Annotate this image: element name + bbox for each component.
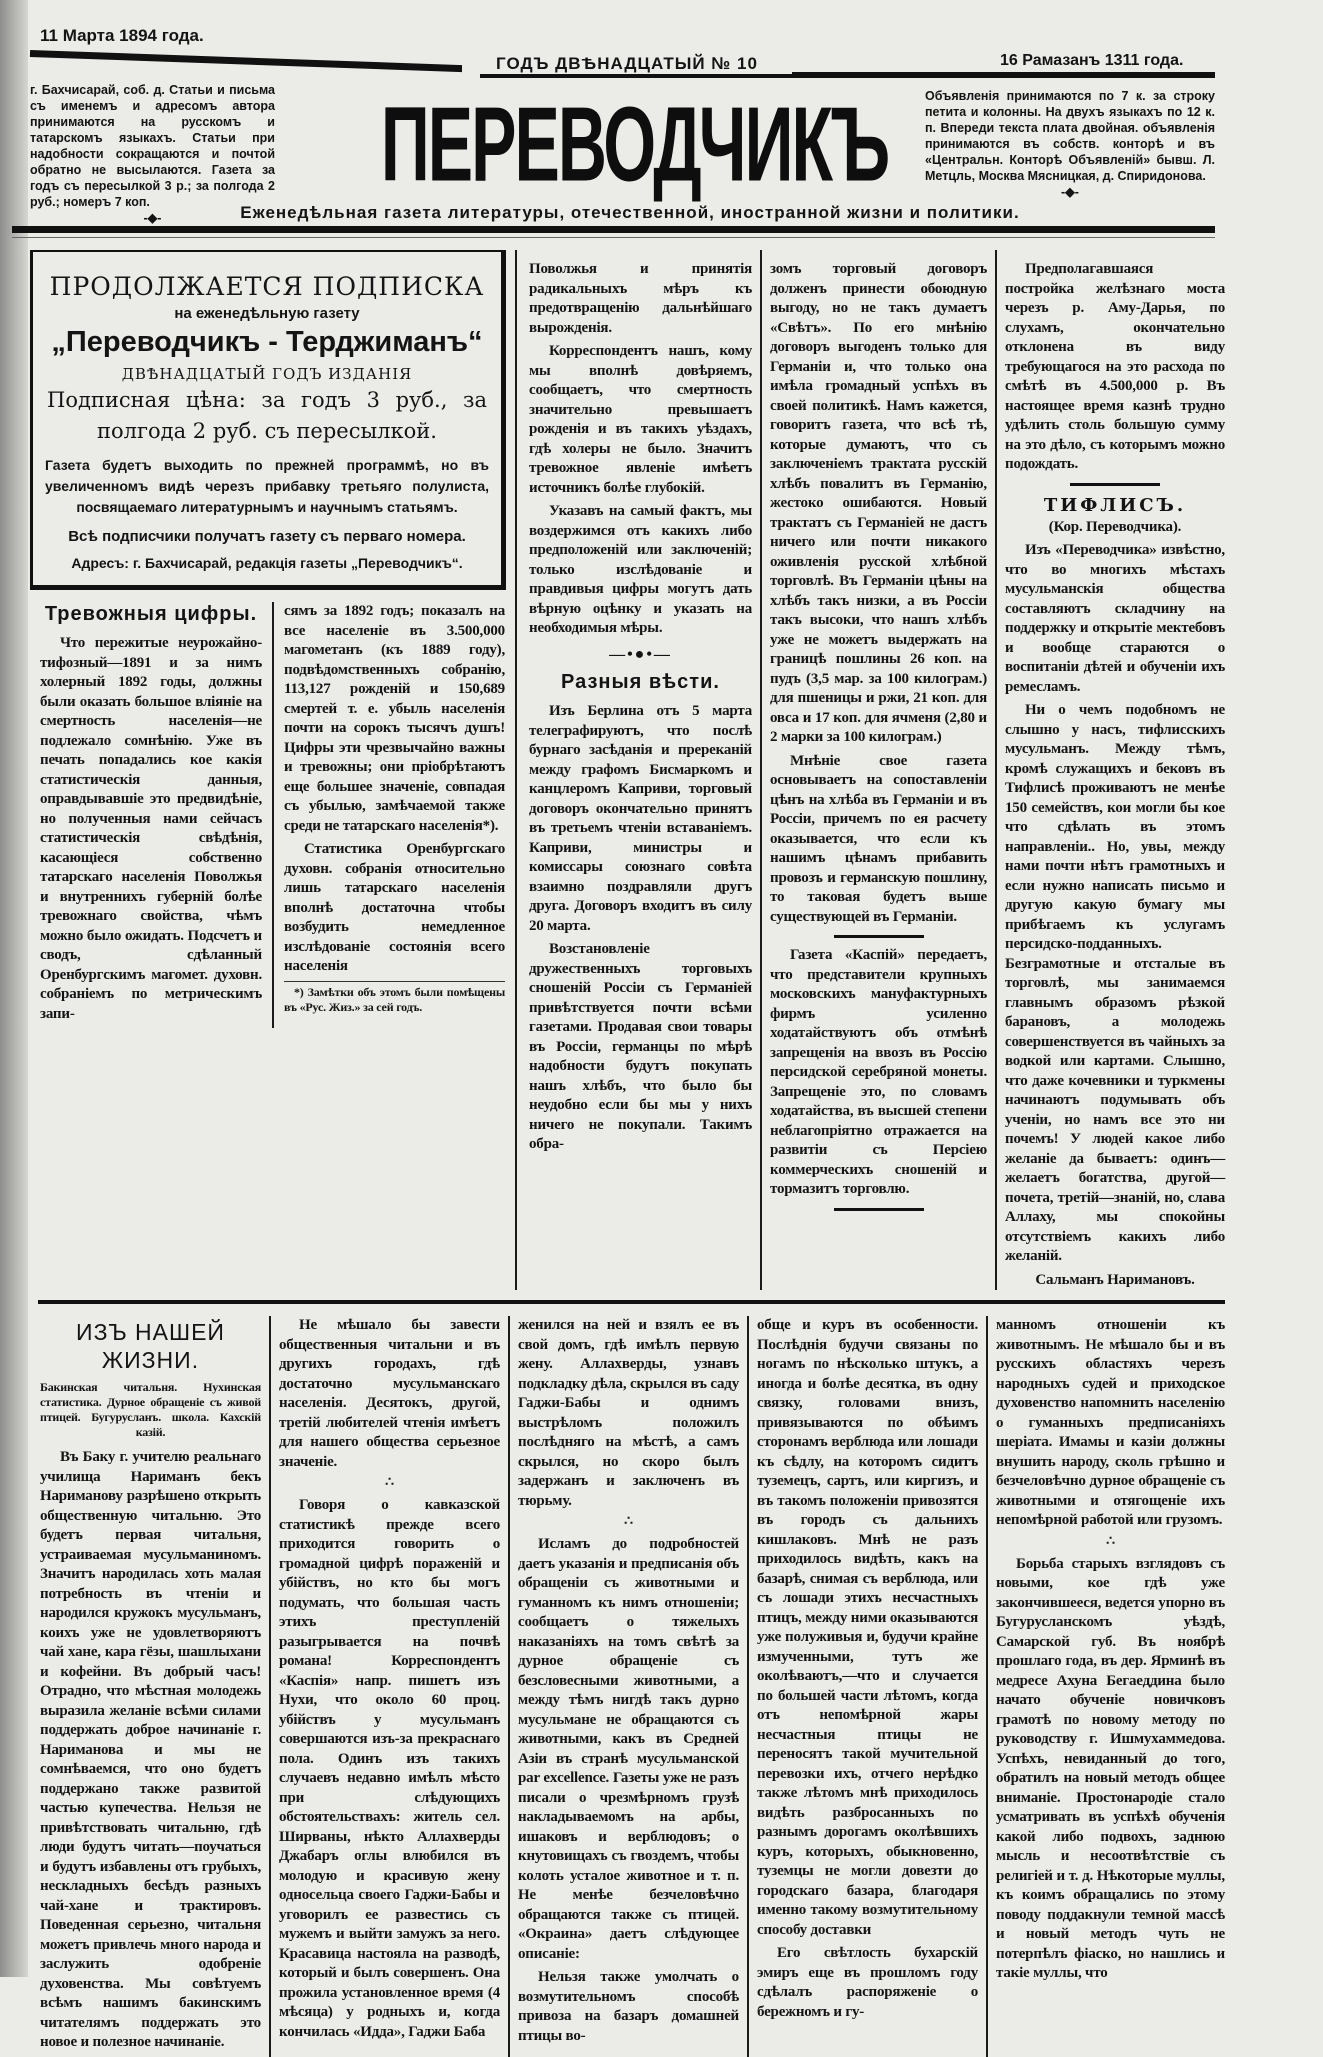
- subscription-note: Всѣ подписчики получатъ газету съ перваго номера.: [68, 528, 466, 545]
- article-paragraph: Говоря о кавказской статистикѣ прежде всего приходится говорить о громадной цифрѣ пораженій и убійствъ, но кто бы могъ подумать, что большая часть этихъ преступленій разыгрывается на почвѣ романа! Корреспондентъ «Каспія» напр. пишетъ изъ Нухи, что около 60 проц. убійствъ у мусульманъ совершаются изъ-за прекраснаго пола. Одинъ изъ такихъ случаевъ недавно имѣлъ мѣсто при слѣдующихъ обстоятельствахъ: житель сел. Ширваны, нѣкто Аллахверды Джабаръ оглы влюбился въ молодую и красивую жену односельца своего Гаджи-Бабы и уговорилъ ее развестись съ мужемъ и выйти замужъ за него. Красавица настояла на разводѣ, который и былъ совершенъ. Она прожила установленное время (4 мѣсяца) у родныхъ и, когда кончилась «Идда», Гаджи Баба: [279, 1497, 500, 2040]
- article-paragraph: Исламъ до подробностей даетъ указанія и предписанія объ обращеніи съ животными и гуманномъ къ нимъ отношеніи; сообщаетъ о тяжелыхъ наказаніяхъ на томъ свѣтѣ за дурное обращеніе съ безсловесными животными, а между тѣмъ нигдѣ такъ дурно мусульмане не обращаются съ животными, какъ въ Средней Азіи въ странѣ мусульманской par excellence. Газеты уже не разъ писали о чрезмѣрномъ грузѣ накладываемомъ на арбы, ишаковъ и верблюдовъ; о кнутовищахъ съ гвоздемъ, чтобы колоть усталое животное и т. п. Не менѣе безчеловѣчно обращаются также съ птицей. «Окраина» даетъ слѣдующее описаніе:: [518, 1536, 739, 1962]
- subscription-heading: ПРОДОЛЖАЕТСЯ ПОДПИСКА: [49, 272, 485, 301]
- subscription-body: Газета будетъ выходить по прежней программѣ, но въ увеличенномъ видѣ черезъ прибавку третьяго полулиста, посвящаемаго литературнымъ и научнымъ статьямъ.: [45, 457, 489, 515]
- dots-separator: ∴: [385, 1475, 394, 1490]
- signature: Сальманъ Наримановъ.: [1035, 1271, 1195, 1288]
- divider: [834, 1208, 924, 1211]
- newspaper-title: ПЕРЕВОДЧИКЪ: [380, 86, 889, 204]
- column-1-middle: [30, 602, 272, 1028]
- article-paragraph: зомъ торговый договоръ долженъ принести обоюдную выгоду, но не такъ думаетъ «Свѣтъ». По его мнѣнію договоръ выгоденъ только для Германіи и, что только она имѣла громадный успѣхъ въ своей политикѣ. Намъ кажется, говоритъ газета, что всѣ тѣ, которые думаютъ, что съ заключеніемъ трактата русскій хлѣбъ повалитъ въ Германію, жестоко ошибаются. Новый трактатъ съ Германіей не дастъ ничего или почти никакого оживленія русской хлѣбной торговлѣ. Въ Германіи цѣны на хлѣбъ такъ низки, а въ Россіи такъ высоки, что нашъ хлѣбъ уже не можетъ выдержать на границѣ пошлины 26 коп. на пудъ (3,5 мар. за 100 килограм.) для пшеницы и ржи, 21 коп. для овса и 17 коп. для ячменя (2,80 и 2 марки за 100 килограм.): [770, 261, 987, 745]
- middle-columns: [30, 602, 515, 1028]
- article-paragraph: Статистика Оренбургскаго духовн. собранія относительно лишь татарскаго населенія вполнѣ достаточна чтобы возбудить немедленное изслѣдованіе состоянія всего населенія: [284, 841, 505, 974]
- article-paragraph: Нельзя также умолчать о возмутительномъ способѣ привоза на базаръ домашней птицы во-: [518, 1969, 739, 2044]
- section-summary: Бакинская читальня. Нухинская статистика. Дурное обращеніе съ живой птицей. Бугурусланъ. школа. Кахскій казій.: [40, 1380, 261, 1439]
- editorial-info-text: г. Бахчисарай, соб. д. Статьи и письма съ именемъ и адресомъ автора принимаются на русскомъ и татарскомъ языкахъ. Статьи при надобности сокращаются и почтой обратно не высылаются. Газета за годъ съ пересылкой 3 р.; за полгода 2 руб.; номеръ 7 коп.: [30, 83, 275, 209]
- article-paragraph: Ни о чемъ подобномъ не слышно у насъ, тифлисскихъ мусульманъ. Между тѣмъ, кромѣ служащихъ и бековъ въ Тифлисѣ проживаютъ не менѣе 150 семействъ, кои могли бы кое что сдѣлать въ этомъ направленіи.. Но, увы, между нами почти нѣтъ грамотныхъ и если нужно написать письмо и другую какую бумагу мы прибѣгаемъ къ услугамъ персидско-подданныхъ. Безграмотные и отсталые въ торговлѣ, мы занимаемся главнымъ образомъ рѣзкой барановъ, а молодежь совершенствуется въ чайныхъ за водкой или картами. Слышно, что даже кочевники и туркмены начинаютъ подумывать объ ученіи, но намъ все это ни почемъ! У людей какое либо желаніе да бываетъ: одинъ—желаетъ богатства, другой—почета, третій—знаній, но, слава Аллаху, мы спокойны отсутствіемъ какихъ либо желаній.: [1005, 702, 1225, 1264]
- newspaper-subtitle: Еженедѣльная газета литературы, отечественной, иностранной жизни и политики.: [240, 203, 1020, 222]
- subscription-price: Подписная цѣна: за годъ 3 руб., за полгода 2 руб. съ пересылкой.: [47, 388, 487, 443]
- subscription-address: Адресъ: г. Бахчисарай, редакція газеты „Переводчикъ“.: [71, 555, 463, 571]
- article-paragraph: Борьба старыхъ взглядовъ съ новыми, кое гдѣ уже закончившееся, ведется упорно въ Бугурусланскомъ уѣздѣ, Самарской губ. Въ ноябрѣ прошлаго года, въ дер. Ярминѣ въ медресе Ахуна Бегаеддина было начато обученіе новичковъ грамотѣ по новому методу по руководству г. Ишмухаммедова. Успѣхъ, невиданный до того, обратилъ на новый методъ общее вниманіе. Простонародіе стало усматривать въ успѣхѣ обученія какой либо подвохъ, заднюю мысль и несоотвѣтствіе съ религіей и т. д. Нѣкоторые муллы, къ коимъ обращались по этому поводу поддакнули темной массѣ и новый методъ чуть не потерпѣлъ фіаско, но нашлись и такіе муллы, что: [996, 1555, 1225, 1981]
- subscription-subheading: на еженедѣльную газету: [174, 305, 360, 322]
- byline: (Кор. Переводчика).: [1048, 518, 1182, 535]
- ornament: -◆-: [1061, 185, 1079, 199]
- section-heading-tiflis: ТИФЛИСЪ.: [1043, 494, 1187, 516]
- article-paragraph: Предполагавшаяся постройка желѣзнаго моста черезъ р. Аму-Дарья, по слухамъ, окончательно отклонена въ виду требующагося на это расхода по смѣтѣ въ 4.500,000 р. Въ настоящее время казнѣ трудно удѣлить столь большую сумму на это дѣло, съ которымъ можно подождать.: [1005, 261, 1225, 472]
- dots-separator: ∴: [1106, 1533, 1115, 1549]
- column-3-bottom: [508, 1316, 747, 2057]
- column-5-bottom: [986, 1316, 1225, 2057]
- column-1-bottom: [30, 1316, 269, 2057]
- article-paragraph: Поволжья и принятія радикальныхъ мѣръ къ предотвращенію дальнѣйшаго вырожденія.: [529, 261, 752, 336]
- divider: [1070, 483, 1160, 486]
- advertising-info-text: Объявленія принимаются по 7 к. за строку петита и колонны. На двухъ языкахъ по 12 к. п. Впереди текста плата двойная. объявленія принимаются въ собств. конторѣ и въ «Центральн. Конторѣ Объявленій» бывш. Л. Метцль, Москва Мясницкая, д. Спиридонова.: [925, 89, 1215, 183]
- article-paragraph: Мнѣніе свое газета основываетъ на сопоставленіи цѣнъ на хлѣба въ Германіи и въ Россіи, причемъ по ея расчету оказывается, что если къ нашимъ цѣнамъ прибавить провозъ и германскую пошлину, то таковая будетъ выше существующей въ Германіи.: [770, 752, 987, 925]
- gregorian-date: 11 Марта 1894 года.: [40, 26, 204, 45]
- masthead-rule: [12, 226, 1215, 233]
- article-paragraph: Не мѣшало бы завести общественныя читальни и въ другихъ городахъ, гдѣ достаточно мусульманскаго населенія. Десятокъ, другой, третій любителей чтенія имѣетъ для нашего общества серьезное значеніе.: [279, 1317, 500, 1470]
- article-paragraph: сямъ за 1892 годъ; показалъ на все населеніе въ 3.500,000 магометанъ (къ 1889 году), подвѣдомственныхъ собранію, 113,127 рожденій и 150,689 смертей т. е. убыль населенія почти на сорокъ тысячъ душъ! Цифры эти чрезвычайно важны и тревожны; они пріобрѣтаютъ еще большее значеніе, совпадая съ убылью, замѣчаемой также среди не татарскаго населенія*).: [284, 603, 505, 834]
- left-block: [30, 250, 515, 1290]
- divider: [834, 935, 924, 938]
- article-paragraph: Въ Баку г. учителю реальнаго училища Нариманъ бекъ Нариманову разрѣшено открыть общественную читальню. Это будетъ первая читальня, устраиваемая мусульманиномъ. Значитъ народилась хоть малая потребность въ чтеніи и народился кружокъ мусульманъ, коихъ уже не удовлетворяютъ чай хане, кара гёзы, шашлыхани и кофейни. Въ добрый часъ! Отрадно, что мѣстная молодежь выразила желаніе всѣми силами поддержать доброе начинаніе г. Нариманова и мы не сомнѣваемся, что оно будетъ поддержано также развитой частью купечества. Нельзя не привѣтствовать читальню, гдѣ люди будутъ читать—поучаться и будутъ избавлены отъ грубыхъ, нескладныхъ бесѣдъ разныхъ чай-хане и трактировъ. Поведенная серьезно, читальня можетъ привлечь много народа и заслужить одобреніе духовенства. Мы совѣтуемъ всѣмъ нашимъ бакинскимъ читателямъ поддержать это новое и полезное начинаніе.: [40, 1449, 261, 2050]
- article-paragraph: Изъ «Переводчика» извѣстно, что во многихъ мѣстахъ мусульманскія общества составляютъ складчину на поддержку и открытіе мектебовъ и вообще стараются о воспитаніи дѣтей и обученіи ихъ ремесламъ.: [1005, 542, 1225, 695]
- article-paragraph: Что пережитые неурожайно-тифозный—1891 и за нимъ холерный 1892 годы, должны были оказать большое вліяніе на смертность населенія—не подлежало сомнѣнію. Уже въ печать попадались кое какія статистическія данныя, оправдывавшіе это предвидѣніе, но полученныя нами сейчасъ статистическія свѣдѣнія, касающіеся собственно татарскаго населенія Поволжья и внутреннихъ губерній болѣе тревожнаго свойства, чѣмъ можно было ожидать. Подсчетъ и сводъ, сдѣланный Оренбургскимъ магомет. духовн. собраніемъ по метрическимъ запи-: [40, 635, 262, 1022]
- article-paragraph: Указавъ на самый фактъ, мы воздержимся отъ какихъ либо предположеній или заключеній; только изслѣдованіе и правдивыя цифры могутъ дать вѣрную оцѣнку и указать на необходимыя мѣры.: [529, 503, 752, 636]
- column-5: [995, 250, 1225, 1290]
- bottom-section: [30, 1316, 1225, 2057]
- dots-separator: ∴: [624, 1514, 633, 1529]
- page-content: [30, 250, 1225, 2057]
- subscription-notice: [30, 250, 506, 590]
- article-paragraph: Газета «Каспій» передаетъ, что представители крупныхъ московскихъ мануфактурныхъ фирмъ усиленно ходатайствуютъ объ отмѣнѣ запрещенія на ввозъ въ Россію персидской серебряной монеты. Запрещеніе это, по словамъ ходатайства, въ высшей степени неблагопріятно отражается на развитіи съ Персіею коммерческихъ сношеній и тормазитъ торговлю.: [770, 947, 987, 1197]
- article-paragraph: Возстановленіе дружественныхъ торговыхъ сношеній Россіи съ Германіей привѣтствуется почти всѣми газетами. Продавая свои товары въ Россіи, германцы по мѣрѣ надобности будутъ покупать нашъ хлѣбъ, что было бы неудобно если бы мы у нихъ ничего не покупали. Такимъ обра-: [529, 941, 752, 1152]
- section-heading-our-life: ИЗЪ НАШЕЙ ЖИЗНИ.: [76, 1319, 225, 1373]
- ornament: -◆-: [143, 211, 162, 225]
- section-heading-alarming: Тревожныя цифры.: [44, 603, 258, 625]
- column-2-bottom: [269, 1316, 508, 2057]
- footnote: *) Замѣтки объ этомъ были помѣщены въ «Рус. Жиз.» за сей годъ.: [284, 981, 505, 1015]
- column-4: [760, 250, 995, 1290]
- advertising-info: [925, 88, 1215, 200]
- article-paragraph: манномъ отношеніи къ животнымъ. Не мѣшало бы и въ русскихъ областяхъ черезъ народныхъ судей и приходское духовенство напомнить населенію о гуманныхъ предписаніяхъ шеріата. Имамы и казіи должны внушить народу, сколь грѣшно и безчеловѣчно дурное обращеніе съ животными и отягощеніе ихъ непомѣрной работой или грузомъ.: [996, 1317, 1225, 1528]
- issue-line: ГОДЪ ДВѢНАДЦАТЫЙ № 10: [462, 54, 792, 74]
- article-paragraph: Изъ Берлина отъ 5 марта телеграфируютъ, что послѣ бурнаго засѣданія и пререканій между графомъ Бисмаркомъ и канцлеромъ Каприви, торговый договоръ окончательно принятъ въ третьемъ чтеніи вставаніемъ. Каприви, министры и комиссары союзнаго совѣта взаимно поздравляли другъ друга. Договоръ входитъ въ силу 20 марта.: [529, 703, 752, 934]
- section-rule: [38, 1300, 1225, 1304]
- article-paragraph: Корреспондентъ нашъ, кому мы вполнѣ довѣряемъ, сообщаетъ, что смертность значительно превышаетъ рожденія и въ такихъ уѣздахъ, гдѣ холеры не было. Значитъ тревожное явленіе имѣетъ источникъ болѣе глубокій.: [529, 343, 752, 496]
- article-paragraph: Его свѣтлость бухарскій эмиръ еще въ прошломъ году сдѣлалъ распоряженіе о бережномъ и гу-: [757, 1945, 978, 2020]
- masthead-rule: [30, 50, 480, 73]
- section-heading-news: Разныя вѣсти.: [561, 671, 720, 693]
- subscription-paper-name: „Переводчикъ - Терджиманъ“: [51, 326, 483, 358]
- column-2-middle: [272, 602, 515, 1028]
- column-4-bottom: [747, 1316, 986, 2057]
- hijri-date: 16 Рамазанъ 1311 года.: [1000, 52, 1184, 69]
- upper-section: [30, 250, 1225, 1290]
- article-paragraph: обще и куръ въ особенности. Послѣднія будучи связаны по ногамъ по нѣсколько штукъ, а иногда и болѣе десятка, въ одну связку, головами внизъ, привязываются по обѣимъ сторонамъ верблюда или лошади къ сѣдлу, на которомъ сидитъ туземецъ, сартъ, или киргизъ, и въ такомъ положеніи привозятся въ городъ съ дальнихъ кишлаковъ. Мнѣ не разъ приходилось видѣть, какъ на базарѣ, снимая съ верблюда, или съ лошади этихъ несчастныхъ птицъ, между ними оказываются уже полуживыя и, будучи крайне измученными, тутъ же околѣваютъ,—что и случается по большей части лѣтомъ, когда отъ непомѣрной жары несчастныя птицы не переносятъ такой мучительной перевозки ихъ, отчего нерѣдко также лѣтомъ мнѣ приходилось видѣть разбросанныхъ по разнымъ дорогамъ околѣвшихъ куръ, которыхъ, обыкновенно, туземцы не могли довезти до городскаго базара, благодаря именно такому возмутительному способу доставки: [757, 1317, 978, 1938]
- scan-edge-shadow: [0, 0, 28, 1977]
- article-paragraph: женился на ней и взялъ ее въ свой домъ, гдѣ имѣлъ первую жену. Аллахверды, узнавъ подкладку дѣла, скрылся въ саду Гаджи-Бабы и однимъ выстрѣломъ положилъ послѣдняго на мѣстѣ, а самъ скрылся, но скоро былъ задержанъ и заключенъ въ тюрьму.: [518, 1317, 739, 1509]
- ornament: —•●•—: [609, 645, 672, 663]
- subscription-year: ДВѢНАДЦАТЫЙ ГОДЪ ИЗДАНІЯ: [121, 365, 413, 383]
- column-3: [515, 250, 760, 1290]
- masthead-rule: [12, 237, 1215, 238]
